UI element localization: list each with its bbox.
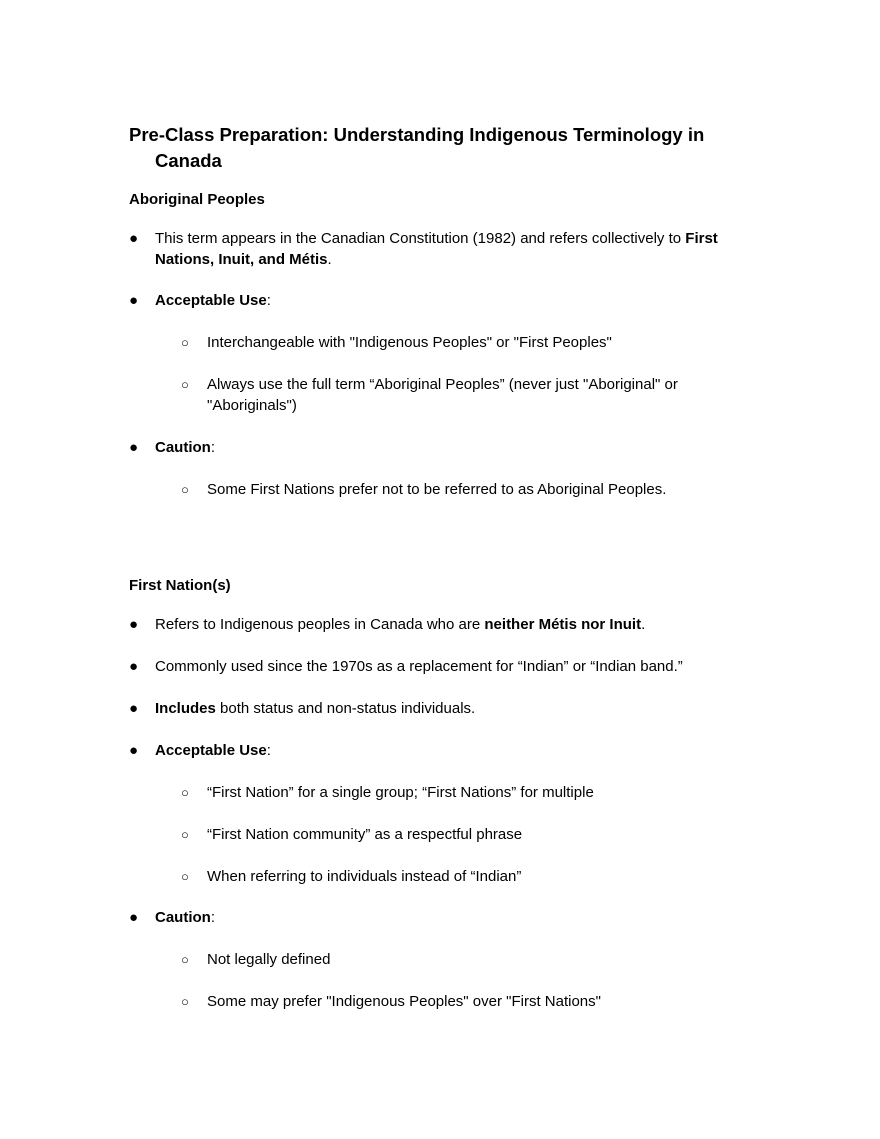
circle-bullet-icon: ○ <box>181 869 189 884</box>
sub-list-item <box>181 374 717 416</box>
section-heading-first-nations: First Nation(s) <box>129 577 231 594</box>
constitution-bold-text: First Nations, Inuit, and Métis <box>155 230 718 268</box>
list-item-includes <box>129 698 755 719</box>
list-item-acceptable-use <box>129 290 755 311</box>
list-item-constitution <box>129 228 755 270</box>
bullet-icon: ● <box>129 742 139 759</box>
sub-list-item-text: “First Nation community” as a respectful phrase <box>207 826 523 843</box>
section-heading-aboriginal-peoples: Aboriginal Peoples <box>129 191 265 208</box>
sub-list-item <box>181 991 747 1012</box>
sub-list-item <box>181 332 747 353</box>
title-line-1: Pre-Class Preparation: Understanding Indigenous Terminology in <box>129 124 705 145</box>
list-item-refers <box>129 614 755 635</box>
list-item-common-use <box>129 656 755 677</box>
circle-bullet-icon: ○ <box>181 785 189 800</box>
acceptable-use-label: Acceptable Use <box>155 292 267 309</box>
page-title <box>129 122 749 174</box>
colon-text: : <box>210 439 215 456</box>
sub-list-item-text: Some First Nations prefer not to be referred to as Aboriginal Peoples. <box>207 481 667 498</box>
circle-bullet-icon: ○ <box>181 994 189 1009</box>
bullet-icon: ● <box>129 292 139 309</box>
sub-list-item <box>181 866 747 887</box>
includes-text: both status and non-status individuals. <box>215 700 476 717</box>
common-use-text: Commonly used since the 1970s as a replacement for “Indian” or “Indian band.” <box>155 658 683 675</box>
period-text: . <box>327 251 332 268</box>
colon-text: : <box>266 292 271 309</box>
sub-list-item <box>181 949 747 970</box>
bullet-icon: ● <box>129 230 139 247</box>
sub-list-item-text: “First Nation” for a single group; “First Nations” for multiple <box>207 784 594 801</box>
bullet-icon: ● <box>129 616 139 633</box>
includes-bold-text: Includes <box>155 700 216 717</box>
constitution-text: This term appears in the Canadian Constitution (1982) and refers collectively to <box>155 230 686 247</box>
period-text: . <box>641 616 646 633</box>
sub-list-item-text: Not legally defined <box>207 951 331 968</box>
circle-bullet-icon: ○ <box>181 335 189 350</box>
refers-bold-text: neither Métis nor Inuit <box>484 616 642 633</box>
circle-bullet-icon: ○ <box>181 482 189 497</box>
acceptable-use-label: Acceptable Use <box>155 742 267 759</box>
title-line-2: Canada <box>155 150 222 171</box>
sub-list-item-text: Always use the full term “Aboriginal Peoples” (never just "Aboriginal" or "Aboriginals") <box>207 376 678 414</box>
sub-list-item-text: When referring to individuals instead of “Indian” <box>207 868 522 885</box>
sub-list-item <box>181 782 747 803</box>
caution-label: Caution <box>155 439 211 456</box>
bullet-icon: ● <box>129 658 139 675</box>
circle-bullet-icon: ○ <box>181 827 189 842</box>
colon-text: : <box>266 742 271 759</box>
refers-text: Refers to Indigenous peoples in Canada who are <box>155 616 485 633</box>
circle-bullet-icon: ○ <box>181 952 189 967</box>
caution-label: Caution <box>155 909 211 926</box>
list-item-caution <box>129 907 755 928</box>
bullet-icon: ● <box>129 439 139 456</box>
sub-list-item-text: Some may prefer "Indigenous Peoples" over "First Nations" <box>207 993 601 1010</box>
sub-list-item <box>181 479 747 500</box>
sub-list-item <box>181 824 747 845</box>
bullet-icon: ● <box>129 909 139 926</box>
bullet-icon: ● <box>129 700 139 717</box>
list-item-acceptable-use <box>129 740 755 761</box>
list-item-caution <box>129 437 755 458</box>
circle-bullet-icon: ○ <box>181 377 189 392</box>
colon-text: : <box>210 909 215 926</box>
sub-list-item-text: Interchangeable with "Indigenous Peoples" or "First Peoples" <box>207 334 612 351</box>
